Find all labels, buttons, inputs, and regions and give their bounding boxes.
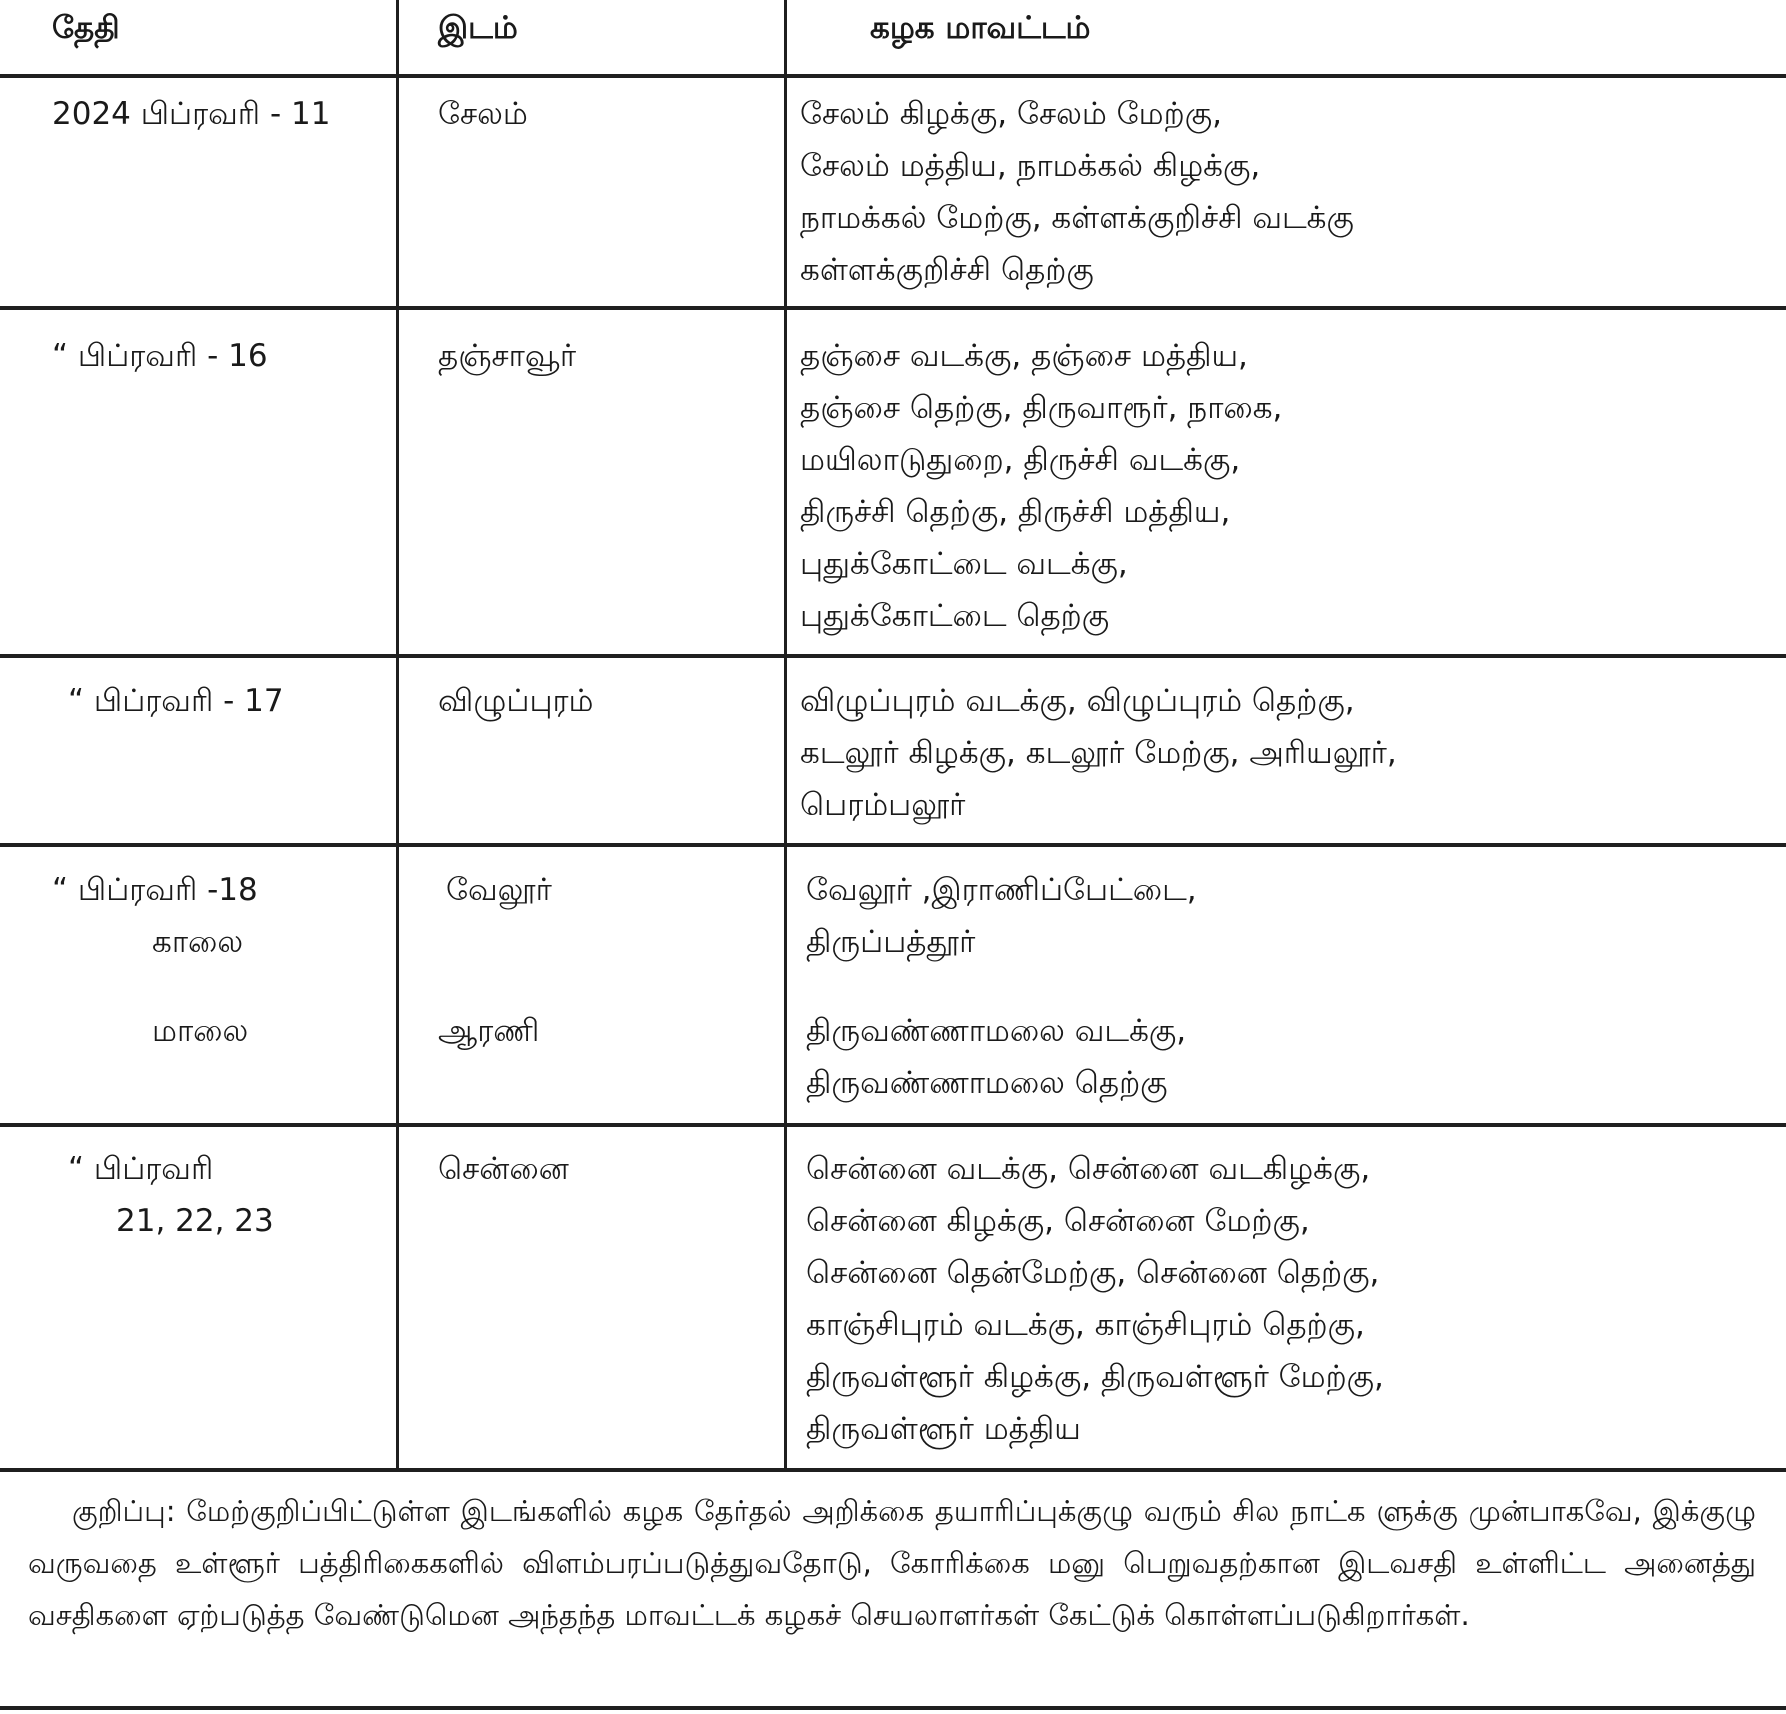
row-4-sub-districts: திருவண்ணாமலை வடக்கு, திருவண்ணாமலை தெற்கு (806, 1013, 1187, 1101)
row-3-districts: விழுப்புரம் வடக்கு, விழுப்புரம் தெற்கு, கடலூர் கிழக்கு, கடலூர் மேற்கு, அரியலூர், பெரம்பலூர் (800, 683, 1397, 823)
header-place: இடம் (438, 10, 518, 46)
row-1-place: சேலம் (438, 96, 528, 132)
row-5-districts: சென்னை வடக்கு, சென்னை வடகிழக்கு, சென்னை கிழக்கு, சென்னை மேற்கு, சென்னை தென்மேற்கு, சென்னை தெற்கு, காஞ்சிபுரம் வடக்கு, காஞ்சிபுரம் தெற்கு, திருவள்ளூர் கிழக்கு, திருவள்ளூர் மேற்கு, திருவள்ளூர் மத்திய (806, 1151, 1384, 1447)
row-4-date: “ பிப்ரவரி -18 காலை (52, 872, 258, 960)
row-5-place: சென்னை (438, 1151, 569, 1187)
row-4-place: வேலூர் (446, 872, 552, 908)
row-4-sub-place: ஆரணி (438, 1013, 540, 1049)
row-1-date: 2024 பிப்ரவரி - 11 (52, 96, 331, 132)
row-3-place: விழுப்புரம் (438, 683, 594, 719)
table-bottom-border (0, 1468, 1786, 1472)
row-2-place: தஞ்சாவூர் (438, 338, 577, 374)
column-divider-2 (784, 0, 787, 1470)
note-paragraph: குறிப்பு: மேற்குறிப்பிட்டுள்ள இடங்களில் கழக தேர்தல் அறிக்கை தயாரிப்புக்குழு வரும் சில நாட்க ளுக்கு முன்பாகவே, இக்குழு வருவதை உள்ளூர் பத்திரிகைகளில் விளம்பரப்படுத்துவதோடு, கோரிக்கை மனு பெறுவதற்கான இடவசதி உள்ளிட்ட அனைத்து வசதிகளை ஏற்படுத்த வேண்டுமென அந்தந்த மாவட்டக் கழகச் செயலாளர்கள் கேட்டுக் கொள்ளப்படுகிறார்கள். (28, 1494, 1756, 1632)
column-divider-1 (396, 0, 399, 1470)
row-5-date: “ பிப்ரவரி 21, 22, 23 (68, 1151, 274, 1239)
row-divider-3 (0, 843, 1786, 847)
row-4-sub-date: மாலை (152, 1013, 249, 1049)
row-divider-4 (0, 1123, 1786, 1127)
header-district: கழக மாவட்டம் (870, 10, 1091, 46)
row-2-districts: தஞ்சை வடக்கு, தஞ்சை மத்திய, தஞ்சை தெற்கு, திருவாரூர், நாகை, மயிலாடுதுறை, திருச்சி வடக்கு, திருச்சி தெற்கு, திருச்சி மத்திய, புதுக்கோட்டை வடக்கு, புதுக்கோட்டை தெற்கு (800, 338, 1283, 634)
row-2-date: “ பிப்ரவரி - 16 (52, 338, 268, 374)
note-bottom-border (0, 1706, 1786, 1710)
header-divider (0, 74, 1786, 78)
row-3-date: “ பிப்ரவரி - 17 (68, 683, 284, 719)
row-1-districts: சேலம் கிழக்கு, சேலம் மேற்கு, சேலம் மத்திய, நாமக்கல் கிழக்கு, நாமக்கல் மேற்கு, கள்ளக்குறிச்சி வடக்கு கள்ளக்குறிச்சி தெற்கு (800, 96, 1354, 288)
row-divider-1 (0, 306, 1786, 310)
header-date: தேதி (52, 10, 120, 46)
row-divider-2 (0, 654, 1786, 658)
row-4-districts: வேலூர் ,இராணிப்பேட்டை, திருப்பத்தூர் (806, 872, 1197, 960)
